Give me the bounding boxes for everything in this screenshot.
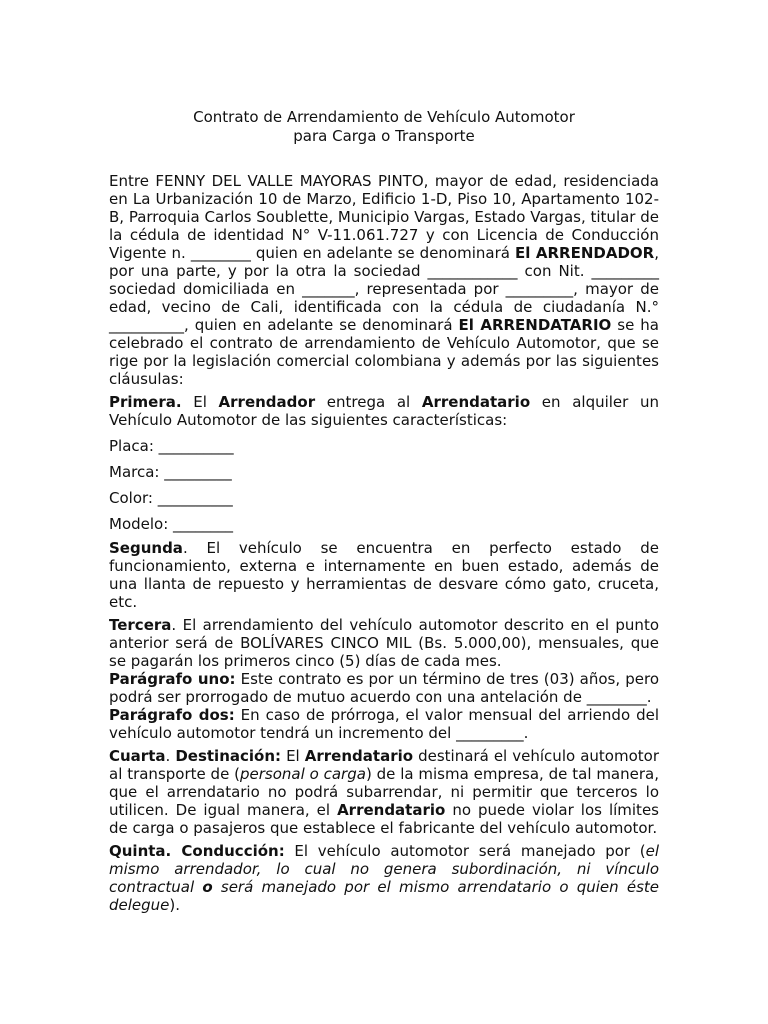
tercera-heading: Tercera: [109, 616, 172, 634]
cuarta-text-4: ) de la misma empresa, de tal manera, que el arrendatario no podrá subarrendar, ni permitir que terceros lo utilicen. De igual manera, el: [109, 765, 659, 819]
primera-arrendatario: Arrendatario: [421, 393, 531, 411]
field-modelo: Modelo: ________: [109, 515, 234, 533]
intro-text-3: se ha celebrado el contrato de arrendamiento de Vehículo Automotor, que se rige por la legislación comercial colombiana y además por las siguientes cláusulas:: [109, 316, 660, 388]
primera-text-1: El: [181, 393, 219, 411]
intro-text-1: Entre FENNY DEL VALLE MAYORAS PINTO, mayor de edad, residenciada en La Urbanización 10 de Marzo, Edificio 1-D, Piso 10, Apartamento 102-B, Parroquia Carlos Soublette, Municipio Vargas, Estado Vargas, titular de la cédula de identidad N° V-11.061.727 y con Licencia de Conducción Vigente n. ________ quien en adelante se denominará: [109, 172, 659, 262]
clause-primera: [109, 393, 659, 429]
primera-text-3: en alquiler un Vehículo Automotor de las siguientes características:: [109, 393, 660, 429]
cuarta-text-5: no puede violar los límites de carga o pasajeros que establece el fabricante del vehículo automotor.: [109, 801, 659, 837]
paragrafo-uno-heading: Parágrafo uno:: [109, 670, 236, 688]
clause-quinta: [109, 842, 659, 914]
cuarta-arrendatario-2: Arrendatario: [337, 801, 446, 819]
cuarta-arrendatario-1: Arrendatario: [304, 747, 414, 765]
quinta-text-2: ).: [169, 896, 181, 914]
paragrafo-uno: [109, 670, 659, 706]
cuarta-italic: personal o carga: [240, 765, 366, 783]
cuarta-text-3: destinará el vehículo automotor al transporte de (: [109, 747, 659, 783]
cuarta-text-1: .: [165, 747, 176, 765]
intro-arrendatario: El ARRENDATARIO: [458, 316, 612, 334]
paragrafo-dos-heading: Parágrafo dos:: [109, 706, 235, 724]
title-line-2: para Carga o Transporte: [293, 127, 475, 145]
clause-segunda: [109, 539, 659, 611]
quinta-italic-2: será manejado por el mismo arrendatario o quien éste delegue: [109, 878, 659, 914]
segunda-heading: Segunda: [109, 539, 183, 557]
paragrafo-uno-text: Este contrato es por un término de tres (03) años, pero podrá ser prorrogado de mutuo acuerdo con una antelación de ________.: [109, 670, 659, 706]
primera-arrendador: Arrendador: [218, 393, 316, 411]
field-placa: Placa: __________: [109, 437, 234, 455]
clause-tercera: [109, 616, 659, 670]
cuarta-destinacion: Destinación:: [175, 747, 282, 765]
cuarta-heading: Cuarta: [109, 747, 166, 765]
paragrafo-dos-text: En caso de prórroga, el valor mensual del arriendo del vehículo automotor tendrá un incremento del _________.: [109, 706, 659, 742]
quinta-text-1: El vehículo automotor será manejado por (: [284, 842, 646, 860]
page-title: [109, 108, 659, 146]
title-line-1: Contrato de Arrendamiento de Vehículo Automotor: [193, 108, 575, 126]
primera-text-2: entrega al: [315, 393, 422, 411]
intro-text-2: , por una parte, y por la otra la sociedad ____________ con Nit. _________ sociedad domiciliada en _______, representada por _________, mayor de edad, vecino de Cali, identificada con la cédula de ciudadanía N.° __________, quien en adelante se denominará: [109, 244, 659, 334]
tercera-text: . El arrendamiento del vehículo automotor descrito en el punto anterior será de BOLÍVARES CINCO MIL (Bs. 5.000,00), mensuales, que se pagarán los primeros cinco (5) días de cada mes.: [109, 616, 659, 670]
clause-cuarta: [109, 747, 659, 837]
primera-heading: Primera.: [109, 393, 182, 411]
field-marca: Marca: _________: [109, 463, 232, 481]
quinta-bold-o: o: [202, 878, 213, 896]
intro-arrendador: El ARRENDADOR: [515, 244, 655, 262]
field-color: Color: __________: [109, 489, 233, 507]
quinta-heading: Quinta. Conducción:: [109, 842, 285, 860]
segunda-text: . El vehículo se encuentra en perfecto estado de funcionamiento, externa e internamente en buen estado, además de una llanta de repuesto y herramientas de desvare cómo gato, cruceta, etc.: [109, 539, 659, 611]
intro-paragraph: [109, 172, 659, 388]
cuarta-text-2: El: [281, 747, 305, 765]
quinta-italic-1: el mismo arrendador, lo cual no genera subordinación, ni vínculo contractual: [109, 842, 660, 896]
paragrafo-dos: [109, 706, 659, 742]
